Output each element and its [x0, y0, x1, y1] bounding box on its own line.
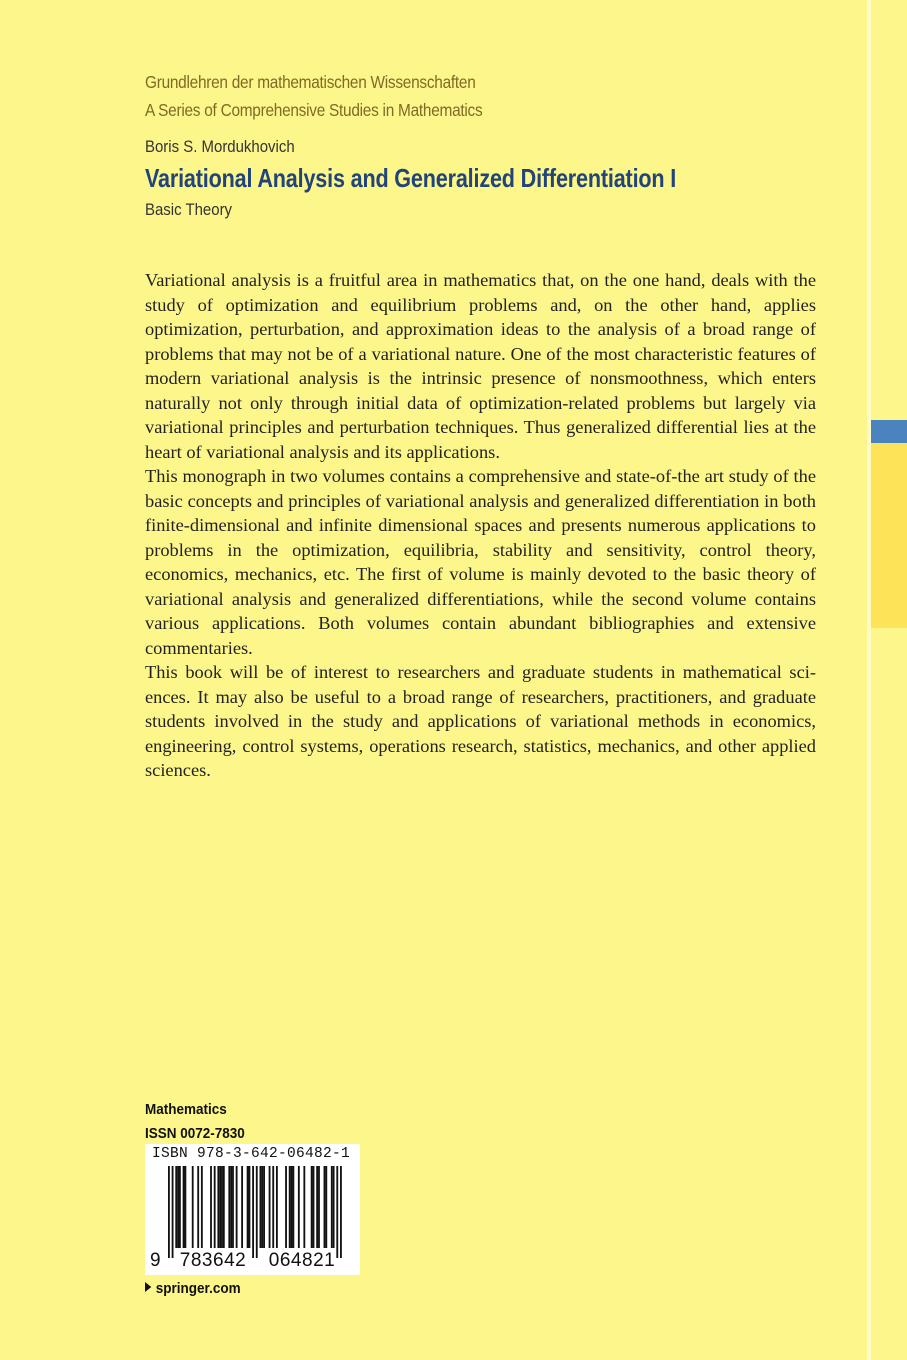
barcode-bar: [249, 1166, 251, 1248]
barcode-bar: [313, 1166, 315, 1248]
barcode-bar: [223, 1166, 225, 1248]
barcode-bar: [172, 1166, 174, 1258]
barcode-bar: [324, 1166, 326, 1248]
barcode-bar: [217, 1166, 219, 1248]
barcode-bar: [184, 1166, 186, 1248]
barcode-bar: [221, 1166, 223, 1248]
barcode-bar: [298, 1166, 300, 1248]
spine-band: [871, 0, 907, 1360]
barcode-bar: [230, 1166, 232, 1248]
barcode-bar: [252, 1166, 254, 1258]
barcode-bar: [285, 1166, 287, 1248]
barcode-bar: [311, 1166, 313, 1248]
barcode-bar: [177, 1166, 179, 1248]
barcode-bar: [232, 1166, 234, 1248]
blurb-paragraph-1: Variational analysis is a fruitful area in mathematics that, on the one hand, deals with the study of optimization and equilibrium problems and, on the other hand, applies optimization, perturbation, and approximation ideas to the analysis of a broad range of problems that may not be of a variational nature. One of the most characteristic features of modern variational analysis is the intrinsic presence of nonsmoothness, which enters naturally not only through initial data of optimization-related problems but largely via variational principles and perturbation techniques. Thus generalized differential lies at the heart of variational analysis and its applications.: [145, 270, 816, 462]
ean-first-digit: 9: [150, 1250, 161, 1271]
website-text: springer.com: [155, 1280, 241, 1297]
barcode-bar: [241, 1166, 243, 1248]
barcode-bar: [263, 1166, 265, 1248]
barcode-bar: [331, 1166, 333, 1248]
barcode-bar: [210, 1166, 212, 1248]
barcode-bar: [219, 1166, 221, 1248]
barcode-bar: [336, 1166, 338, 1258]
barcode-bar: [214, 1166, 216, 1248]
barcode-bar: [260, 1166, 262, 1248]
barcode-bar: [201, 1166, 203, 1248]
book-subtitle: Basic Theory: [145, 200, 233, 219]
issn-label: ISSN 0072-7830: [145, 1125, 245, 1142]
series-title: Grundlehren der mathematischen Wissenschaften: [145, 72, 476, 92]
subject-label: Mathematics: [145, 1101, 227, 1118]
barcode-bar: [272, 1166, 274, 1248]
barcode-bar: [168, 1166, 170, 1258]
book-title: Variational Analysis and Generalized Differentiation I: [145, 163, 677, 193]
arrow-right-icon: [145, 1282, 151, 1292]
barcode-bar: [333, 1166, 335, 1248]
ean-left-group: 783642: [179, 1250, 247, 1271]
series-subtitle: A Series of Comprehensive Studies in Mathematics: [145, 100, 483, 120]
barcode-bar: [247, 1166, 249, 1248]
barcode-bar: [228, 1166, 230, 1248]
barcode-bar: [192, 1166, 194, 1248]
barcode-bar: [197, 1166, 199, 1248]
blurb: [145, 268, 816, 783]
barcode-bar: [175, 1166, 177, 1248]
barcode-bar: [179, 1166, 181, 1248]
barcode-bar: [289, 1166, 291, 1248]
spine-yellow-stripe: [871, 443, 907, 628]
barcode-bar: [276, 1166, 278, 1248]
barcode-bar: [256, 1166, 258, 1258]
barcode-bar: [269, 1166, 271, 1248]
spine-blue-stripe: [871, 420, 907, 443]
barcode-bar: [236, 1166, 238, 1248]
blurb-paragraph-2: This monograph in two volumes contains a comprehensive and state-of-the art study of the basic concepts and principles of variational analysis and generalized differentiation in both finite-dimensional and infinite dimensional spaces and presents numerous applications to problems in the optimization, equilibria, stability and sensitivity, control theory, economics, mechanics, etc. The first of volume is mainly devoted to the basic theory of variational analysis and generalized differentiations, while the second volume contains various applications. Both volumes contain abundant bibliographies and extensive commentaries.: [145, 466, 816, 658]
website-link[interactable]: [145, 1280, 241, 1297]
isbn-label: ISBN 978-3-642-06482-1: [152, 1146, 351, 1162]
barcode-bar: [183, 1166, 185, 1248]
barcode-bar: [291, 1166, 293, 1248]
barcode-bar: [261, 1166, 263, 1248]
barcode-box: [145, 1144, 360, 1275]
barcode-bar: [303, 1166, 305, 1248]
blurb-paragraph-3: This book will be of interest to researchers and graduate students in mathematical sciences. It may also be useful to a broad range of researchers, practitioners, and graduate students involved in the study and applications of variational methods in economics, engineering, control systems, operations research, statistics, mechanics, and other applied sciences.: [145, 662, 816, 780]
barcode-bar: [316, 1166, 318, 1248]
barcode-bar: [318, 1166, 320, 1248]
ean-right-group: 064821: [268, 1250, 336, 1271]
barcode-bar: [292, 1166, 294, 1248]
barcode-bar: [340, 1166, 342, 1258]
author-name: Boris S. Mordukhovich: [145, 137, 295, 156]
barcode-bar: [325, 1166, 327, 1248]
